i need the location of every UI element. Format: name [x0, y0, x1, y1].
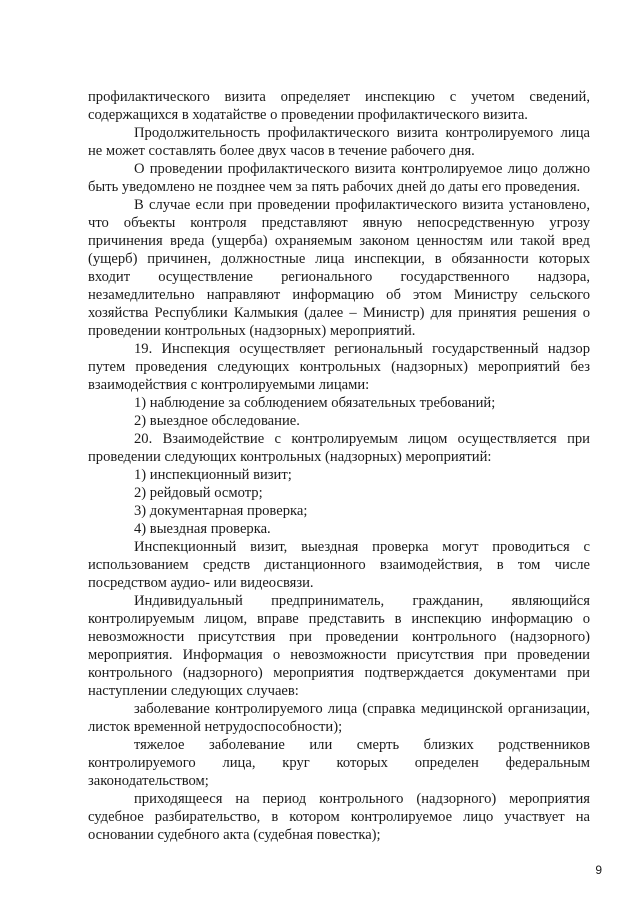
paragraph-9: заболевание контролируемого лица (справка медицинской организации, листок временной нетрудоспособности);	[88, 701, 590, 735]
list-item-3: 1) инспекционный визит;	[134, 467, 292, 483]
paragraph-1: профилактического визита определяет инспекцию с учетом сведений, содержащихся в ходатайстве о проведении профилактического визита.	[88, 89, 590, 123]
list-item-1: 1) наблюдение за соблюдением обязательных требований;	[134, 395, 496, 411]
list-item-4: 2) рейдовый осмотр;	[134, 485, 263, 501]
document-body	[88, 88, 590, 844]
page-number: 9	[595, 863, 602, 877]
paragraph-11: приходящееся на период контрольного (надзорного) мероприятия судебное разбирательство, в котором контролируемое лицо участвует на основании судебного акта (судебная повестка);	[88, 791, 590, 843]
paragraph-8: Индивидуальный предприниматель, гражданин, являющийся контролируемым лицом, вправе представить в инспекцию информацию о невозможности присутствия при проведении контрольного (надзорного) мероприятия. Информация о невозможности присутствия при проведении контрольного (надзорного) мероприятия подтверждается документами при наступлении следующих случаев:	[88, 593, 590, 699]
list-item-2: 2) выездное обследование.	[134, 413, 300, 429]
paragraph-3: О проведении профилактического визита контролируемое лицо должно быть уведомлено не позднее чем за пять рабочих дней до даты его проведения.	[88, 161, 590, 195]
paragraph-4: В случае если при проведении профилактического визита установлено, что объекты контроля представляют явную непосредственную угрозу причинения вреда (ущерба) охраняемым законом ценностям или такой вред (ущерб) причинен, должностные лица инспекции, в обязанности которых входит осуществление регионального государственного надзора, незамедлительно направляют информацию об этом Министру сельского хозяйства Республики Калмыкия (далее – Министр) для принятия решения о проведении контрольных (надзорных) мероприятий.	[88, 197, 590, 339]
list-item-6: 4) выездная проверка.	[134, 521, 271, 537]
list-item-5: 3) документарная проверка;	[134, 503, 308, 519]
paragraph-6: 20. Взаимодействие с контролируемым лицом осуществляется при проведении следующих контрольных (надзорных) мероприятий:	[88, 431, 590, 465]
paragraph-7: Инспекционный визит, выездная проверка могут проводиться с использованием средств дистанционного взаимодействия, в том числе посредством аудио- или видеосвязи.	[88, 539, 590, 591]
paragraph-2: Продолжительность профилактического визита контролируемого лица не может составлять более двух часов в течение рабочего дня.	[88, 125, 590, 159]
paragraph-10: тяжелое заболевание или смерть близких родственников контролируемого лица, круг которых определен федеральным законодательством;	[88, 737, 590, 789]
paragraph-5: 19. Инспекция осуществляет региональный государственный надзор путем проведения следующих контрольных (надзорных) мероприятий без взаимодействия с контролируемыми лицами:	[88, 341, 590, 393]
